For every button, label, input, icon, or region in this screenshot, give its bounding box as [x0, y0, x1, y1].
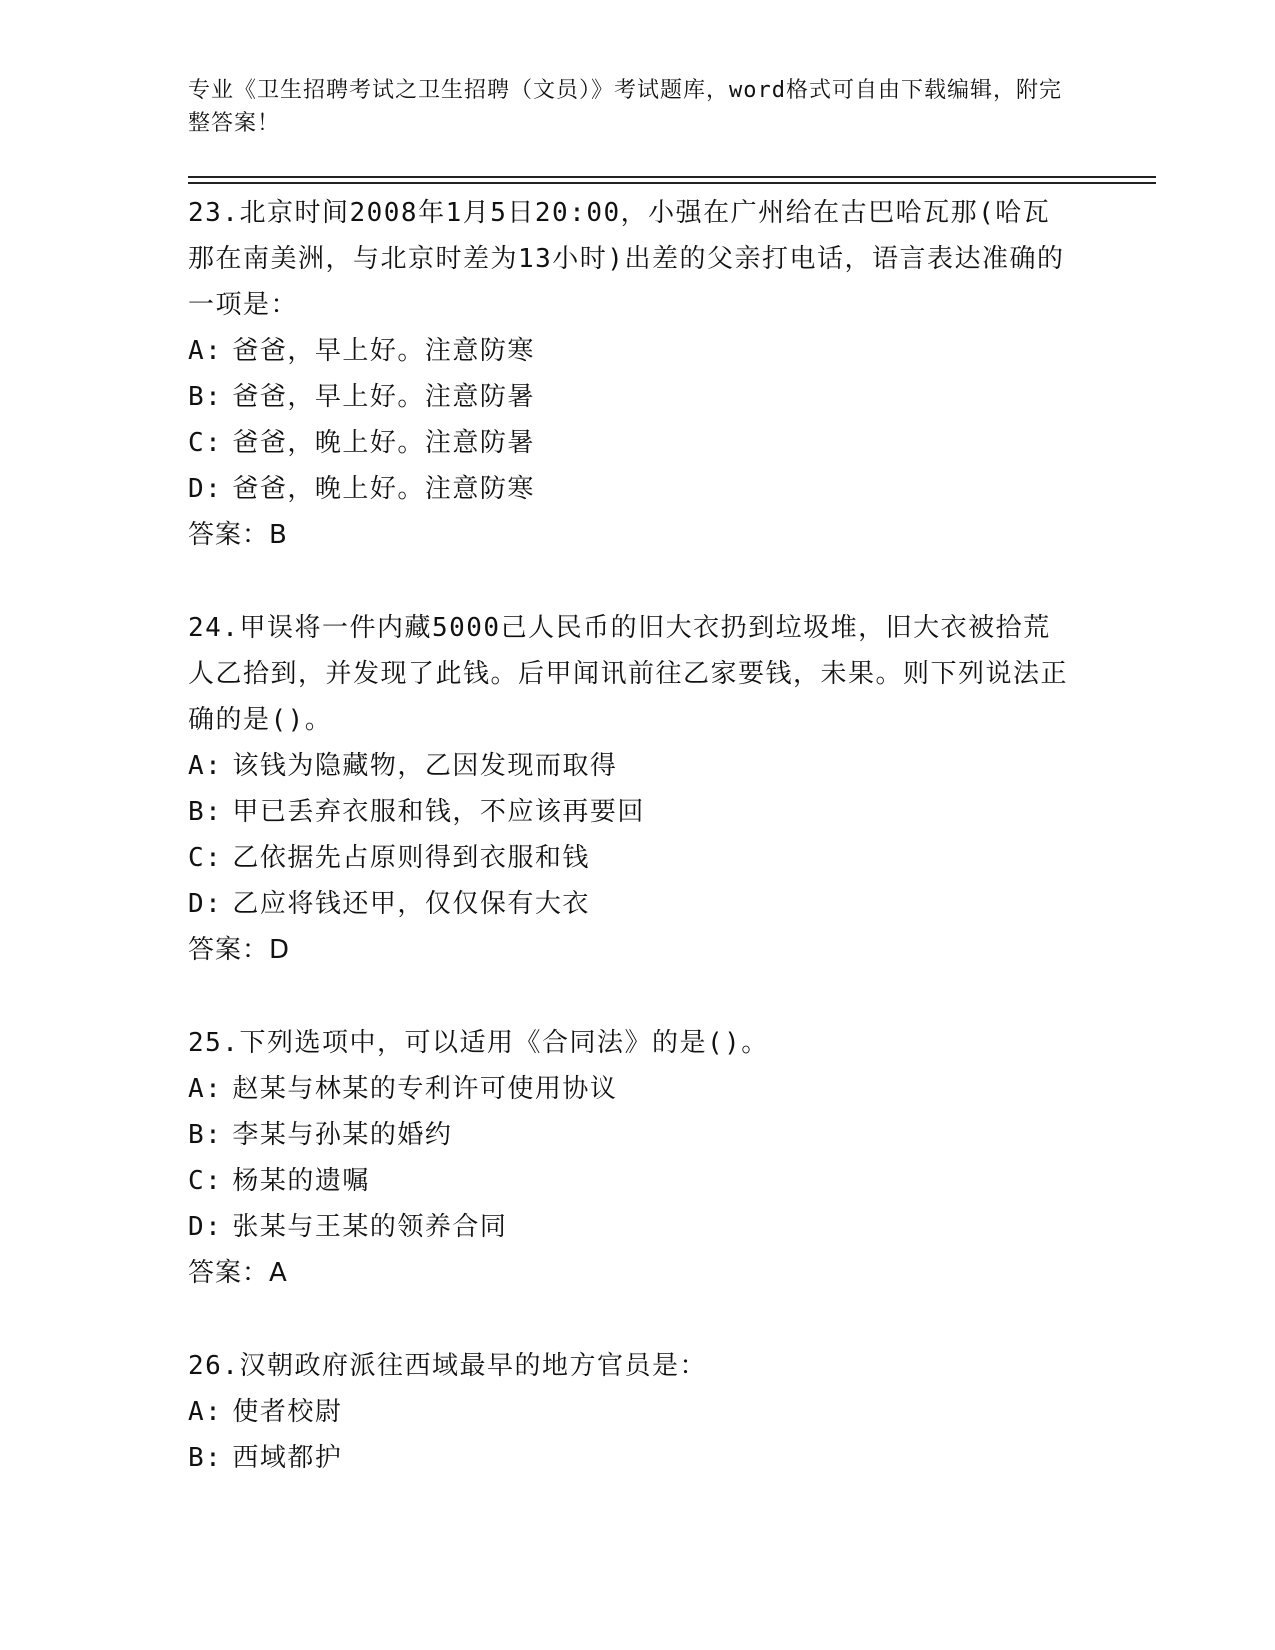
option-label: B: — [188, 797, 223, 827]
option-label: A: — [188, 751, 223, 781]
option-a — [188, 743, 1068, 789]
option-label: B: — [188, 1443, 223, 1473]
option-label: C: — [188, 843, 223, 873]
option-text: 爸爸，晚上好。注意防寒 — [232, 474, 535, 504]
option-b — [188, 789, 1068, 835]
option-text: 甲已丢弃衣服和钱，不应该再要回 — [232, 797, 645, 827]
header-divider-top — [188, 176, 1156, 178]
option-text: 爸爸，早上好。注意防寒 — [232, 336, 535, 366]
option-d — [188, 466, 1068, 512]
option-text: 西域都护 — [232, 1443, 343, 1473]
option-label: B: — [188, 382, 223, 412]
option-label: D: — [188, 474, 223, 504]
option-c — [188, 1158, 1068, 1204]
question-stem: 26.汉朝政府派往西域最早的地方官员是： — [188, 1351, 707, 1381]
question-stem: 25.下列选项中，可以适用《合同法》的是()。 — [188, 1028, 769, 1058]
answer-line: 答案：B — [188, 520, 288, 550]
option-label: C: — [188, 1166, 223, 1196]
option-text: 爸爸，晚上好。注意防暑 — [232, 428, 535, 458]
option-d — [188, 1204, 1068, 1250]
option-label: D: — [188, 889, 223, 919]
option-label: C: — [188, 428, 223, 458]
option-b — [188, 374, 1068, 420]
option-text: 使者校尉 — [232, 1397, 343, 1427]
option-c — [188, 835, 1068, 881]
option-label: B: — [188, 1120, 223, 1150]
option-text: 李某与孙某的婚约 — [232, 1120, 453, 1150]
header-divider-bottom — [188, 182, 1156, 184]
answer-line: 答案：D — [188, 935, 291, 965]
option-a — [188, 328, 1068, 374]
option-b — [188, 1435, 1068, 1481]
option-text: 该钱为隐藏物，乙因发现而取得 — [232, 751, 618, 781]
option-a — [188, 1066, 1068, 1112]
option-d — [188, 881, 1068, 927]
option-text: 爸爸，早上好。注意防暑 — [232, 382, 535, 412]
option-text: 杨某的遗嘱 — [232, 1166, 370, 1196]
option-b — [188, 1112, 1068, 1158]
question-23 — [188, 190, 1068, 558]
option-a — [188, 1389, 1068, 1435]
question-stem: 23.北京时间2008年1月5日20:00，小强在广州给在古巴哈瓦那(哈瓦那在南美洲，与北京时差为13小时)出差的父亲打电话，语言表达准确的一项是： — [188, 198, 1065, 320]
option-text: 赵某与林某的专利许可使用协议 — [232, 1074, 618, 1104]
question-list — [188, 190, 1068, 1481]
option-text: 乙依据先占原则得到衣服和钱 — [232, 843, 590, 873]
document-header: 专业《卫生招聘考试之卫生招聘（文员）》考试题库，word格式可自由下载编辑，附完整答案！ — [188, 78, 1062, 136]
option-text: 乙应将钱还甲，仅仅保有大衣 — [232, 889, 590, 919]
question-25 — [188, 1020, 1068, 1296]
answer-line: 答案：A — [188, 1258, 288, 1288]
option-label: A: — [188, 1397, 223, 1427]
question-24 — [188, 605, 1068, 973]
option-text: 张某与王某的领养合同 — [232, 1212, 508, 1242]
option-label: A: — [188, 1074, 223, 1104]
option-label: A: — [188, 336, 223, 366]
option-c — [188, 420, 1068, 466]
question-26 — [188, 1343, 1068, 1481]
option-label: D: — [188, 1212, 223, 1242]
question-stem: 24.甲误将一件内藏5000己人民币的旧大衣扔到垃圾堆，旧大衣被拾荒人乙拾到，并发现了此钱。后甲闻讯前往乙家要钱，未果。则下列说法正确的是()。 — [188, 613, 1069, 735]
